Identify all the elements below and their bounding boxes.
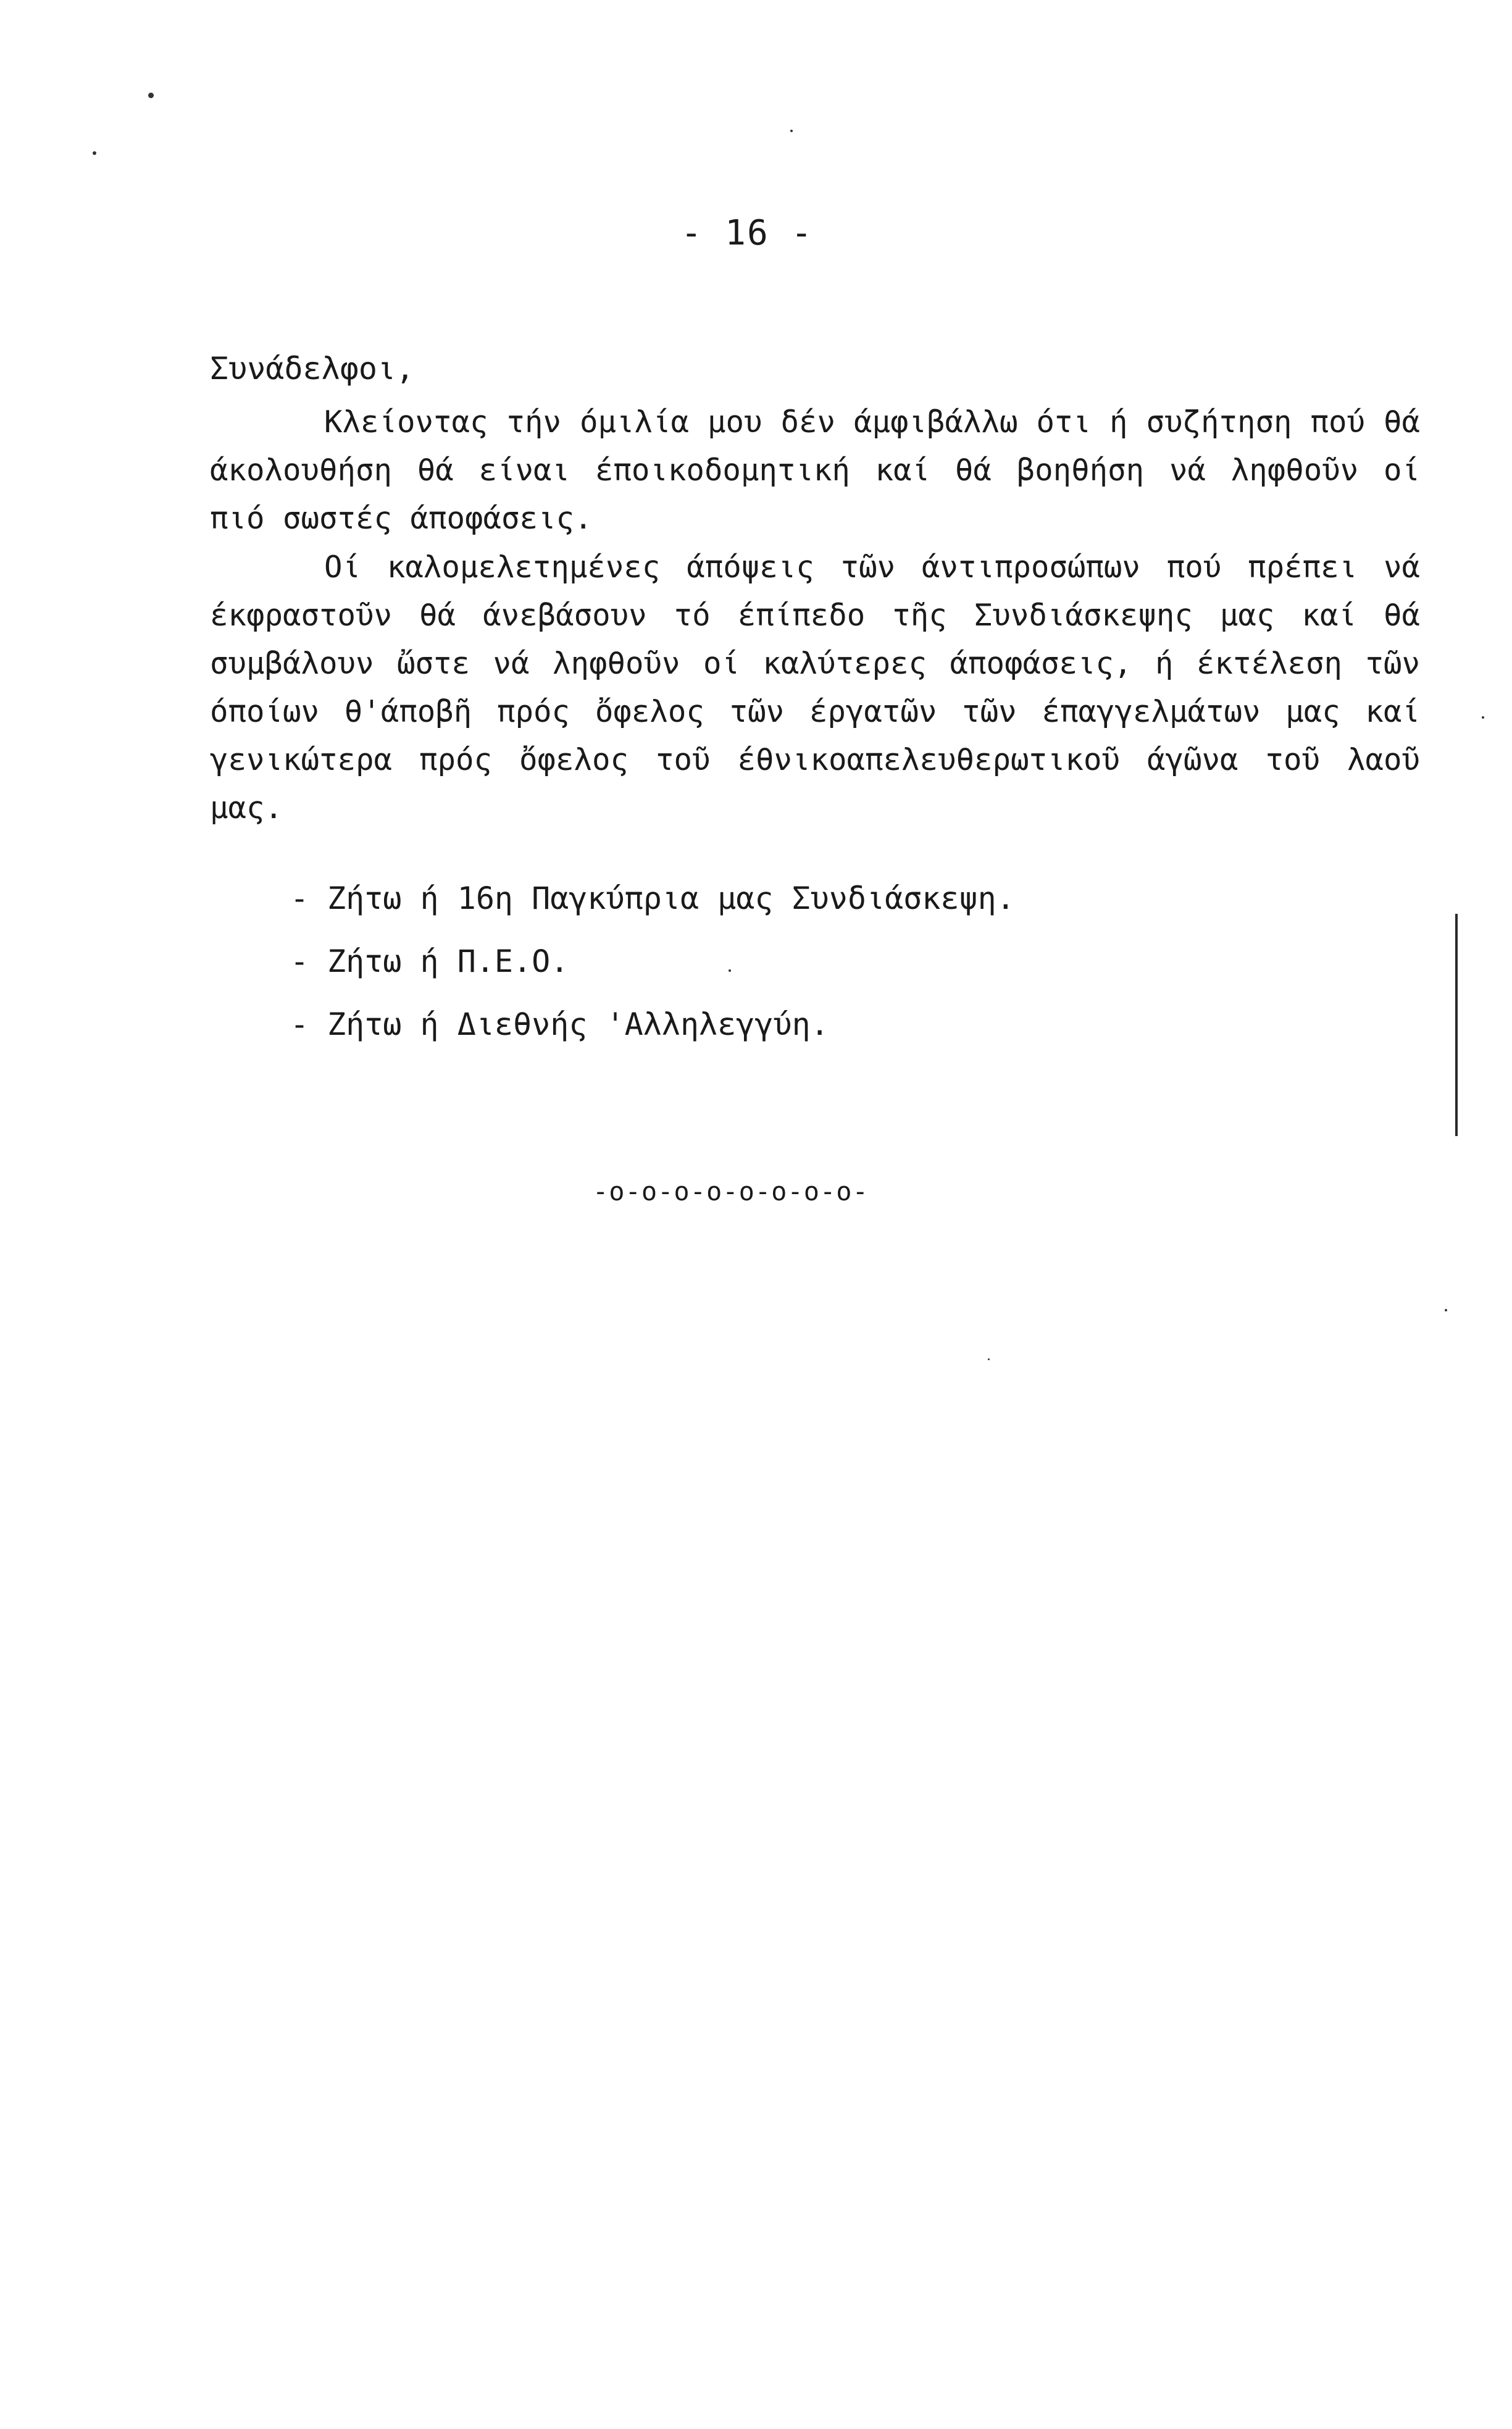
paragraph-delegates-views [210, 543, 1420, 832]
scan-speck [148, 93, 154, 98]
page-number: - 16 - [680, 213, 814, 253]
slogan-item [290, 1006, 1015, 1069]
slogan-text: Ζήτω ή Π.Ε.Ο. [327, 943, 569, 979]
slogan-text: Ζήτω ή 16η Παγκύπρια μας Συνδιάσκεψη. [327, 880, 1015, 916]
margin-mark [1455, 914, 1458, 1136]
scan-speck [729, 969, 731, 972]
scan-speck [93, 151, 96, 155]
scan-speck [988, 1358, 990, 1360]
slogan-dash: - [290, 1006, 309, 1042]
scan-speck [790, 130, 793, 132]
slogan-dash: - [290, 880, 309, 916]
scan-speck [1445, 1309, 1447, 1311]
paragraph-closing-remarks [210, 398, 1420, 543]
paragraph-text: Οί καλομελετημένες άπόψεις τῶν άντιπροσώπων πού πρέπει νά έκφραστοῦν θά άνεβάσουν τό έπίπεδο τῆς Συνδιάσκεψης μας καί θά συμβάλουν ὤστε νά ληφθοῦν οί καλύτερες άποφάσεις, ή έκτέλεση τῶν όποίων θ'άποβῆ πρός ὄφελος τῶν έργατῶν τῶν έπαγγελμάτων μας καί γενικώτερα πρός ὄφελος τοῦ έθνικοαπελευθερωτικοῦ άγῶνα τοῦ λαοῦ μας. [210, 550, 1420, 826]
salutation: Συνάδελφοι, [210, 351, 415, 387]
slogan-item [290, 880, 1015, 943]
slogan-list [290, 880, 1015, 1069]
slogan-item [290, 943, 1015, 1006]
slogan-text: Ζήτω ή Διεθνής 'Αλληλεγγύη. [327, 1006, 829, 1042]
closing-separator: -o-o-o-o-o-o-o-o- [593, 1176, 869, 1206]
scan-speck [1482, 716, 1484, 719]
slogan-dash: - [290, 943, 309, 979]
paragraph-text: Κλείοντας τήν όμιλία μου δέν άμφιβάλλω ότι ή συζήτηση πού θά άκολουθήση θά είναι έποικοδομητική καί θά βοηθήση νά ληφθοῦν οί πιό σωστές άποφάσεις. [210, 404, 1420, 536]
